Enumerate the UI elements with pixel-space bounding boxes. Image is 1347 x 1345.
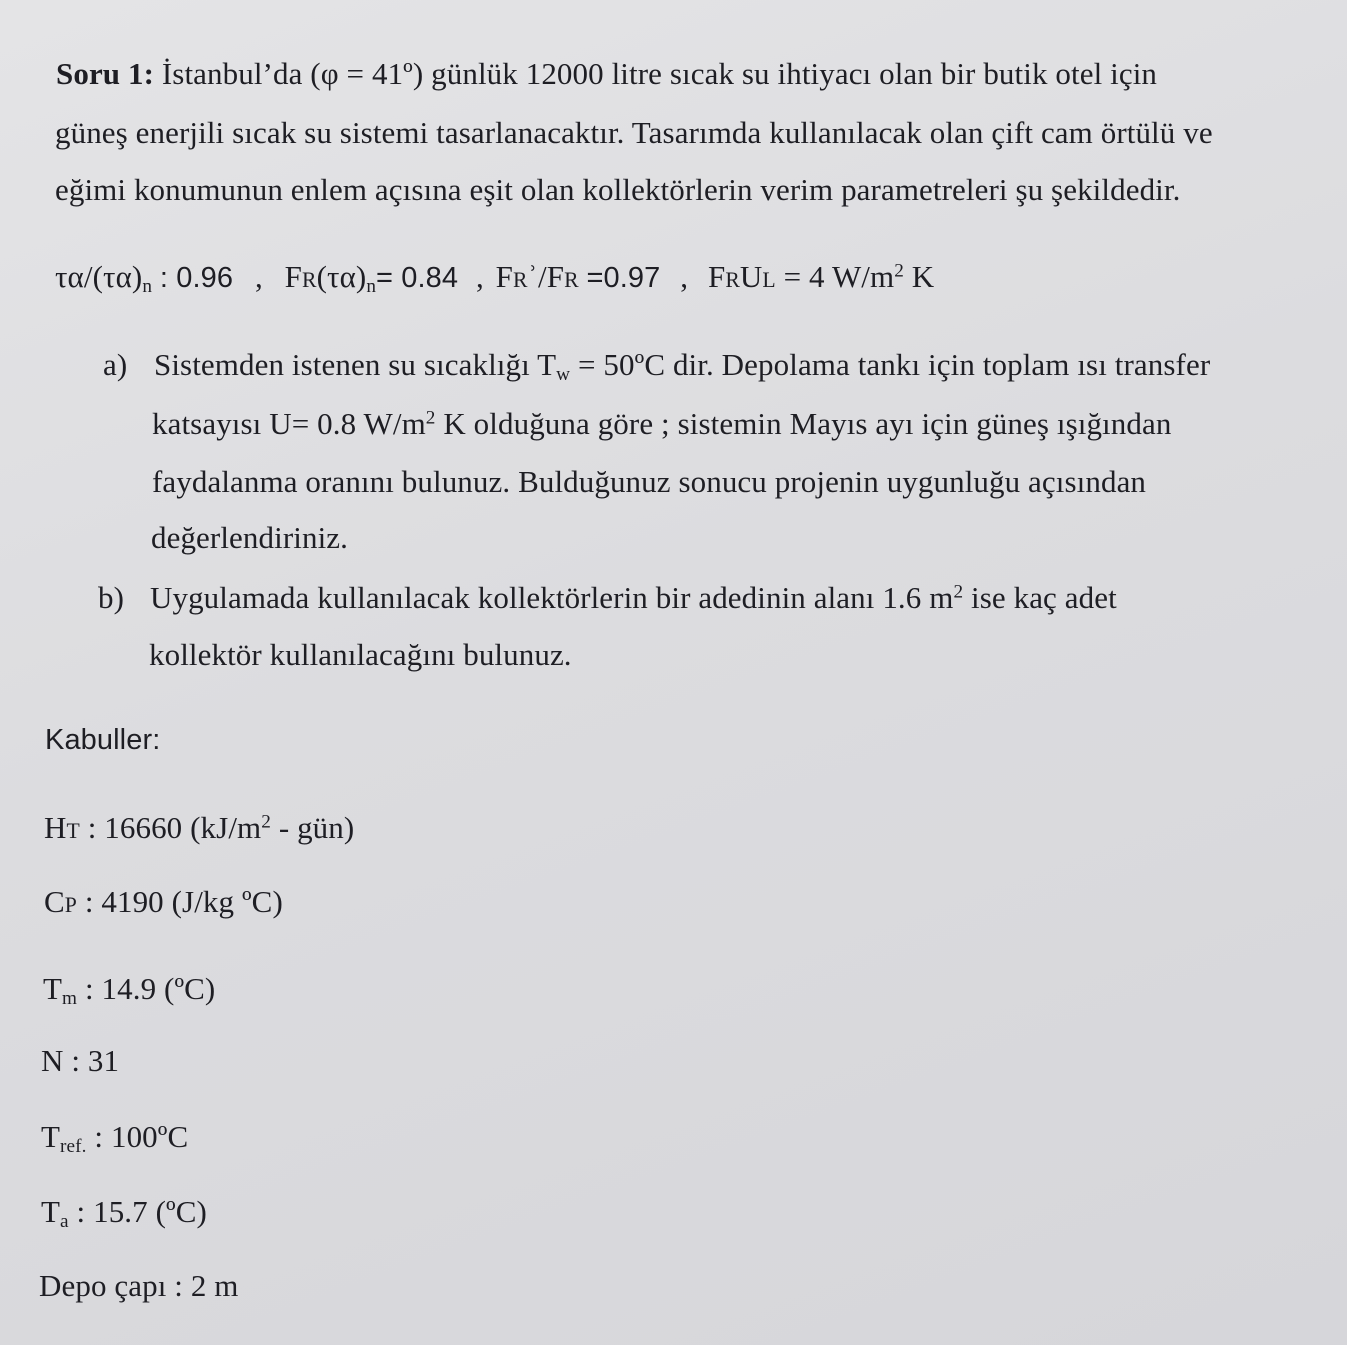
assumption-tm: $T_m$ : 14.9 (ºC) (43, 971, 216, 1009)
part-a-line-4-text: değerlendiriniz. (151, 520, 348, 555)
param-frul: FRUL = 4 $W/m^2$ K (707, 259, 935, 294)
assumption-tref-value: : 100ºC (94, 1119, 189, 1154)
assumption-n (41, 1041, 119, 1081)
param-ta-ratio-value: : 0.96 (159, 262, 234, 294)
question-intro-1: İstanbul’da (φ = 41º) günlük 12000 litre sıcak su ihtiyacı olan bir butik otel için (161, 56, 1158, 91)
part-b-line-2 (149, 635, 572, 675)
assumption-ht-value: : 16660 (kJ/m (87, 810, 262, 845)
param-frp-fr-value: =0.97 (586, 262, 661, 294)
param-fr-ta: $FR(\tau\alpha)_n= 0.84$ (284, 259, 459, 297)
question-line-2 (55, 113, 1213, 153)
part-a-line-1-post: = 50ºC dir. Depolama tankı için toplam ısı transfer (577, 347, 1211, 382)
assumption-depo-value: Depo çapı : 2 m (39, 1268, 239, 1303)
part-b-line-1-post: ise kaç adet (971, 580, 1117, 615)
assumption-n-value: N : 31 (41, 1043, 120, 1078)
param-frul-unit: K (911, 259, 935, 294)
question-line-1 (56, 54, 1157, 94)
param-ta-ratio: $\tau\alpha/(\tau\alpha)_n$ : 0.96 (55, 259, 234, 297)
assumption-ht-tail: - gün) (278, 810, 355, 845)
part-a-line-1-pre: Sistemden istenen su sıcaklığı T (154, 347, 557, 382)
part-a-line-4 (151, 518, 348, 558)
part-a-line-3 (152, 462, 1146, 502)
part-a-line-2-post: K olduğuna göre ; sistemin Mayıs ayı için güneş ışığından (443, 406, 1172, 441)
assumption-ht: HT : 16660 ($kJ/m^2$ - gün) (44, 810, 355, 845)
question-intro-2: güneş enerjili sıcak su sistemi tasarlanacaktır. Tasarımda kullanılacak olan çift cam örtülü ve (55, 115, 1213, 150)
assumption-depo (39, 1266, 239, 1306)
assumption-ta: $T_a$ : 15.7 (ºC) (41, 1194, 207, 1232)
assumption-ta-value: : 15.7 (ºC) (76, 1194, 207, 1229)
param-fr-ta-value: = 0.84 (376, 262, 459, 294)
param-frul-value: = 4 W/m (783, 259, 895, 294)
part-b-label: b) (98, 580, 125, 615)
assumption-cp: CP : 4190 (J/kg ºC) (44, 884, 283, 919)
assumption-tm-value: : 14.9 (ºC) (84, 971, 216, 1006)
assumptions-title: Kabuller: (45, 724, 161, 756)
tw-subscript: w (556, 363, 571, 385)
param-frp-fr: FRʾ/FR =0.97 (495, 259, 661, 294)
question-intro-3: eğimi konumunun enlem açısına eşit olan kollektörlerin verim parametreleri şu şekildedir. (55, 172, 1181, 207)
part-a-line-1 (154, 345, 1210, 385)
part-a-line-2-pre: katsayısı U= 0.8 W/m (152, 406, 426, 441)
part-b-line-2-text: kollektör kullanılacağını bulunuz. (149, 637, 572, 672)
part-b-line-1-pre: Uygulamada kullanılacak kollektörlerin bir adedinin alanı 1.6 m (150, 580, 954, 615)
part-a-line-3-text: faydalanma oranını bulunuz. Bulduğunuz sonucu projenin uygunluğu açısından (152, 464, 1147, 499)
parameters-line: $\tau\alpha/(\tau\alpha)_n$ : 0.96 , $FR(\tau\alpha)_n= 0.84$ , FRʾ/FR =0.97 , FRUL = 4 $W/m^2$ K (55, 259, 935, 297)
part-a-line-2: katsayısı U= 0.8 $W/m^2$ K olduğuna göre ; sistemin Mayıs ayı için güneş ışığından (152, 406, 1172, 441)
assumption-tref: $T_{ref.}$ : 100ºC (41, 1119, 189, 1157)
part-a-label: a) (103, 347, 128, 382)
assumption-cp-value: : 4190 (J/kg ºC) (84, 884, 283, 919)
question-number: Soru 1: (56, 56, 155, 91)
question-line-3 (55, 170, 1180, 210)
part-b-line-1: Uygulamada kullanılacak kollektörlerin bir adedinin alanı 1.6 $m^2$ ise kaç adet (150, 580, 1117, 615)
